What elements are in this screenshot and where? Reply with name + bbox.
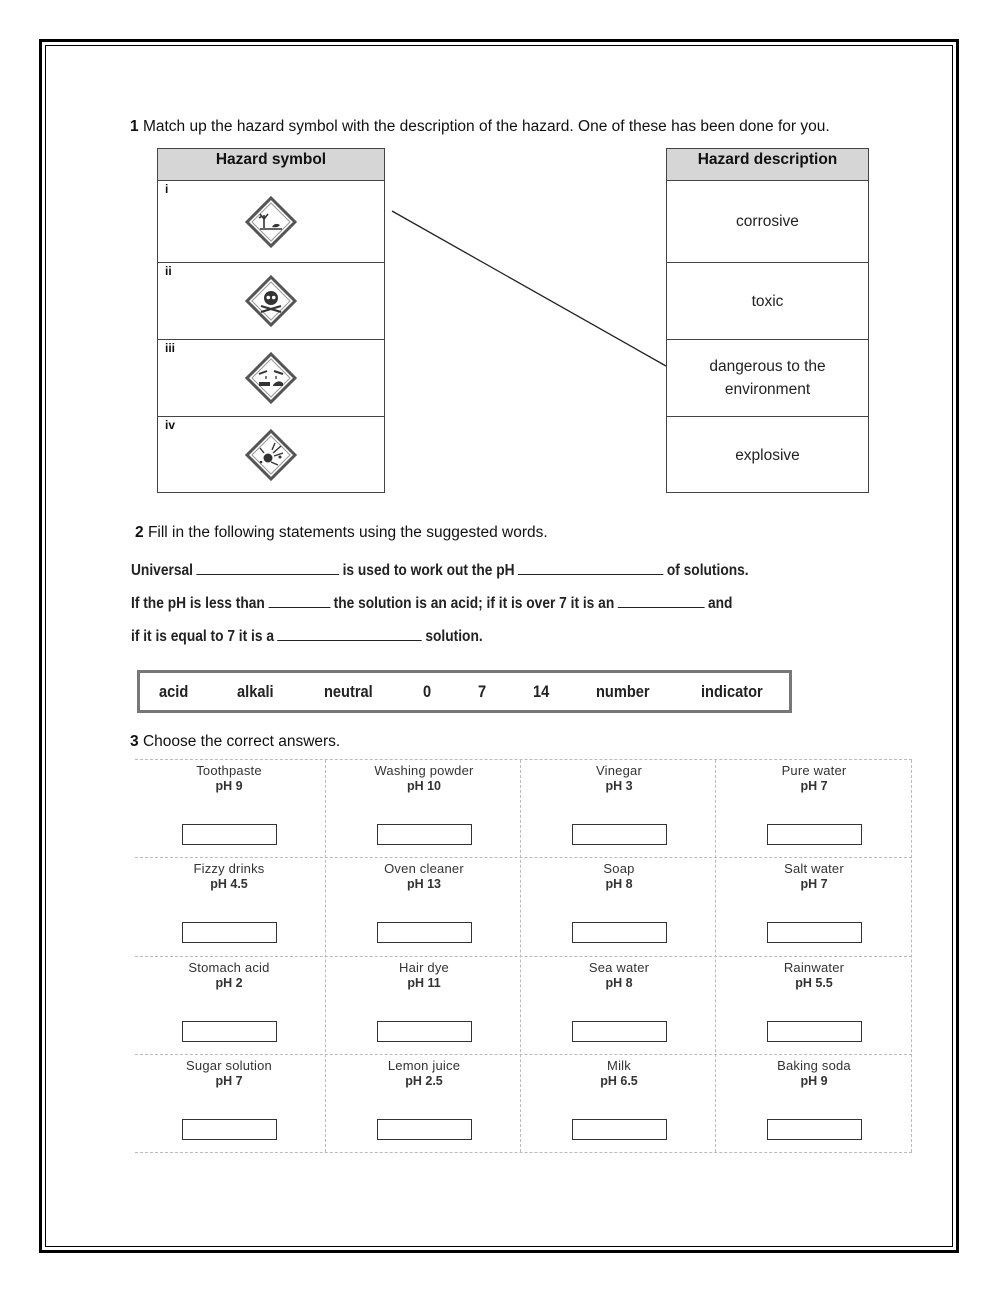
substance-name: Sugar solution bbox=[186, 1058, 272, 1073]
hazard-symbol-header: Hazard symbol bbox=[158, 149, 384, 181]
blank-input[interactable] bbox=[268, 594, 330, 608]
substance-name: Baking soda bbox=[777, 1058, 851, 1073]
substance-name: Toothpaste bbox=[196, 763, 262, 778]
question-2-number: 2 bbox=[135, 524, 144, 541]
answer-box[interactable] bbox=[377, 824, 472, 845]
blank-input[interactable] bbox=[618, 594, 705, 608]
substance-cell bbox=[522, 858, 716, 956]
answer-box[interactable] bbox=[182, 824, 277, 845]
substance-name: Salt water bbox=[784, 861, 844, 876]
substance-name: Sea water bbox=[588, 960, 650, 975]
question-3-text: Choose the correct answers. bbox=[142, 733, 341, 750]
row-numeral: i bbox=[165, 182, 169, 196]
substance-cell bbox=[717, 858, 911, 956]
word-option[interactable]: 0 bbox=[423, 682, 432, 701]
statement-text: the solution is an acid; if it is over 7 it is an bbox=[333, 595, 615, 612]
answer-box[interactable] bbox=[377, 1119, 472, 1140]
row-numeral: ii bbox=[165, 264, 172, 278]
substance-ph: pH 10 bbox=[406, 779, 442, 793]
blank-input[interactable] bbox=[518, 561, 663, 575]
substance-ph: pH 9 bbox=[215, 779, 243, 793]
word-option[interactable]: neutral bbox=[324, 682, 373, 701]
answer-box[interactable] bbox=[767, 922, 862, 943]
question-1-text: Match up the hazard symbol with the description of the hazard. One of these has been done for you. bbox=[142, 118, 830, 135]
statement-text: Universal bbox=[131, 562, 193, 579]
substance-cell bbox=[717, 760, 911, 858]
substance-name: Fizzy drinks bbox=[193, 861, 265, 876]
statement-text: if it is equal to 7 it is a bbox=[131, 628, 274, 645]
question-2-text: Fill in the following statements using the suggested words. bbox=[147, 524, 548, 541]
substance-ph: pH 2 bbox=[215, 976, 243, 990]
description-environment[interactable]: dangerous to the environment bbox=[667, 340, 868, 417]
row-numeral: iv bbox=[165, 418, 176, 432]
substance-cell bbox=[327, 957, 521, 1055]
substance-ph: pH 4.5 bbox=[210, 877, 248, 891]
substance-name: Hair dye bbox=[398, 960, 449, 975]
substance-ph: pH 7 bbox=[215, 1074, 243, 1088]
substance-ph: pH 5.5 bbox=[795, 976, 833, 990]
substance-name: Soap bbox=[603, 861, 635, 876]
question-2-heading bbox=[135, 524, 548, 542]
substance-ph: pH 6.5 bbox=[600, 1074, 638, 1088]
description-explosive[interactable]: explosive bbox=[735, 446, 800, 464]
word-option[interactable]: alkali bbox=[237, 682, 274, 701]
answer-box[interactable] bbox=[572, 1021, 667, 1042]
substance-ph: pH 7 bbox=[800, 779, 828, 793]
substance-name: Pure water bbox=[781, 763, 847, 778]
answer-box[interactable] bbox=[767, 1021, 862, 1042]
word-option[interactable]: 7 bbox=[478, 682, 487, 701]
word-option[interactable]: 14 bbox=[533, 682, 550, 701]
substance-cell bbox=[522, 1055, 716, 1153]
question-3-heading bbox=[130, 733, 340, 751]
word-bank bbox=[137, 670, 792, 713]
substance-cell bbox=[132, 957, 326, 1055]
substance-name: Stomach acid bbox=[188, 960, 270, 975]
statement-text: and bbox=[707, 595, 733, 612]
answer-box[interactable] bbox=[182, 1021, 277, 1042]
substance-name: Milk bbox=[607, 1058, 631, 1073]
substance-name: Oven cleaner bbox=[384, 861, 464, 876]
statement-text: If the pH is less than bbox=[131, 595, 265, 612]
row-numeral: iii bbox=[165, 341, 176, 355]
description-toxic[interactable]: toxic bbox=[667, 263, 868, 340]
statement-text: of solutions. bbox=[666, 562, 749, 579]
hazard-description-header: Hazard description bbox=[667, 149, 868, 181]
description-corrosive[interactable]: corrosive bbox=[667, 181, 868, 263]
statement-text: solution. bbox=[425, 628, 483, 645]
substance-ph: pH 2.5 bbox=[405, 1074, 443, 1088]
answer-box[interactable] bbox=[377, 1021, 472, 1042]
substance-cell bbox=[327, 1055, 521, 1153]
substance-cell bbox=[717, 957, 911, 1055]
word-option[interactable]: indicator bbox=[701, 682, 763, 701]
substance-cell bbox=[132, 760, 326, 858]
ph-answer-grid bbox=[135, 759, 912, 1153]
substance-cell bbox=[522, 957, 716, 1055]
substance-cell bbox=[327, 760, 521, 858]
question-3-number: 3 bbox=[130, 733, 139, 750]
answer-box[interactable] bbox=[377, 922, 472, 943]
word-option[interactable]: number bbox=[596, 682, 650, 701]
answer-box[interactable] bbox=[767, 1119, 862, 1140]
substance-ph: pH 7 bbox=[800, 877, 828, 891]
substance-cell bbox=[522, 760, 716, 858]
answer-box[interactable] bbox=[767, 824, 862, 845]
substance-name: Lemon juice bbox=[387, 1058, 461, 1073]
substance-name: Vinegar bbox=[596, 763, 642, 778]
substance-ph: pH 9 bbox=[800, 1074, 828, 1088]
substance-cell bbox=[132, 858, 326, 956]
substance-ph: pH 13 bbox=[406, 877, 442, 891]
substance-name: Washing powder bbox=[374, 763, 474, 778]
hazard-description-table bbox=[666, 148, 869, 493]
fill-statement-1 bbox=[131, 561, 749, 580]
answer-box[interactable] bbox=[182, 922, 277, 943]
answer-box[interactable] bbox=[572, 1119, 667, 1140]
answer-box[interactable] bbox=[572, 824, 667, 845]
answer-box[interactable] bbox=[182, 1119, 277, 1140]
substance-name: Rainwater bbox=[783, 960, 845, 975]
substance-ph: pH 8 bbox=[605, 976, 633, 990]
answer-box[interactable] bbox=[572, 922, 667, 943]
substance-cell bbox=[327, 858, 521, 956]
substance-ph: pH 11 bbox=[407, 976, 441, 990]
statement-text: is used to work out the pH bbox=[342, 562, 515, 579]
blank-input[interactable] bbox=[277, 627, 421, 641]
question-1-number: 1 bbox=[130, 118, 139, 135]
fill-statement-3 bbox=[131, 627, 483, 646]
blank-input[interactable] bbox=[196, 561, 339, 575]
substance-cell bbox=[717, 1055, 911, 1153]
fill-statement-2 bbox=[131, 594, 732, 613]
word-option[interactable]: acid bbox=[159, 682, 189, 701]
substance-ph: pH 3 bbox=[605, 779, 633, 793]
substance-ph: pH 8 bbox=[605, 877, 633, 891]
substance-cell bbox=[132, 1055, 326, 1153]
